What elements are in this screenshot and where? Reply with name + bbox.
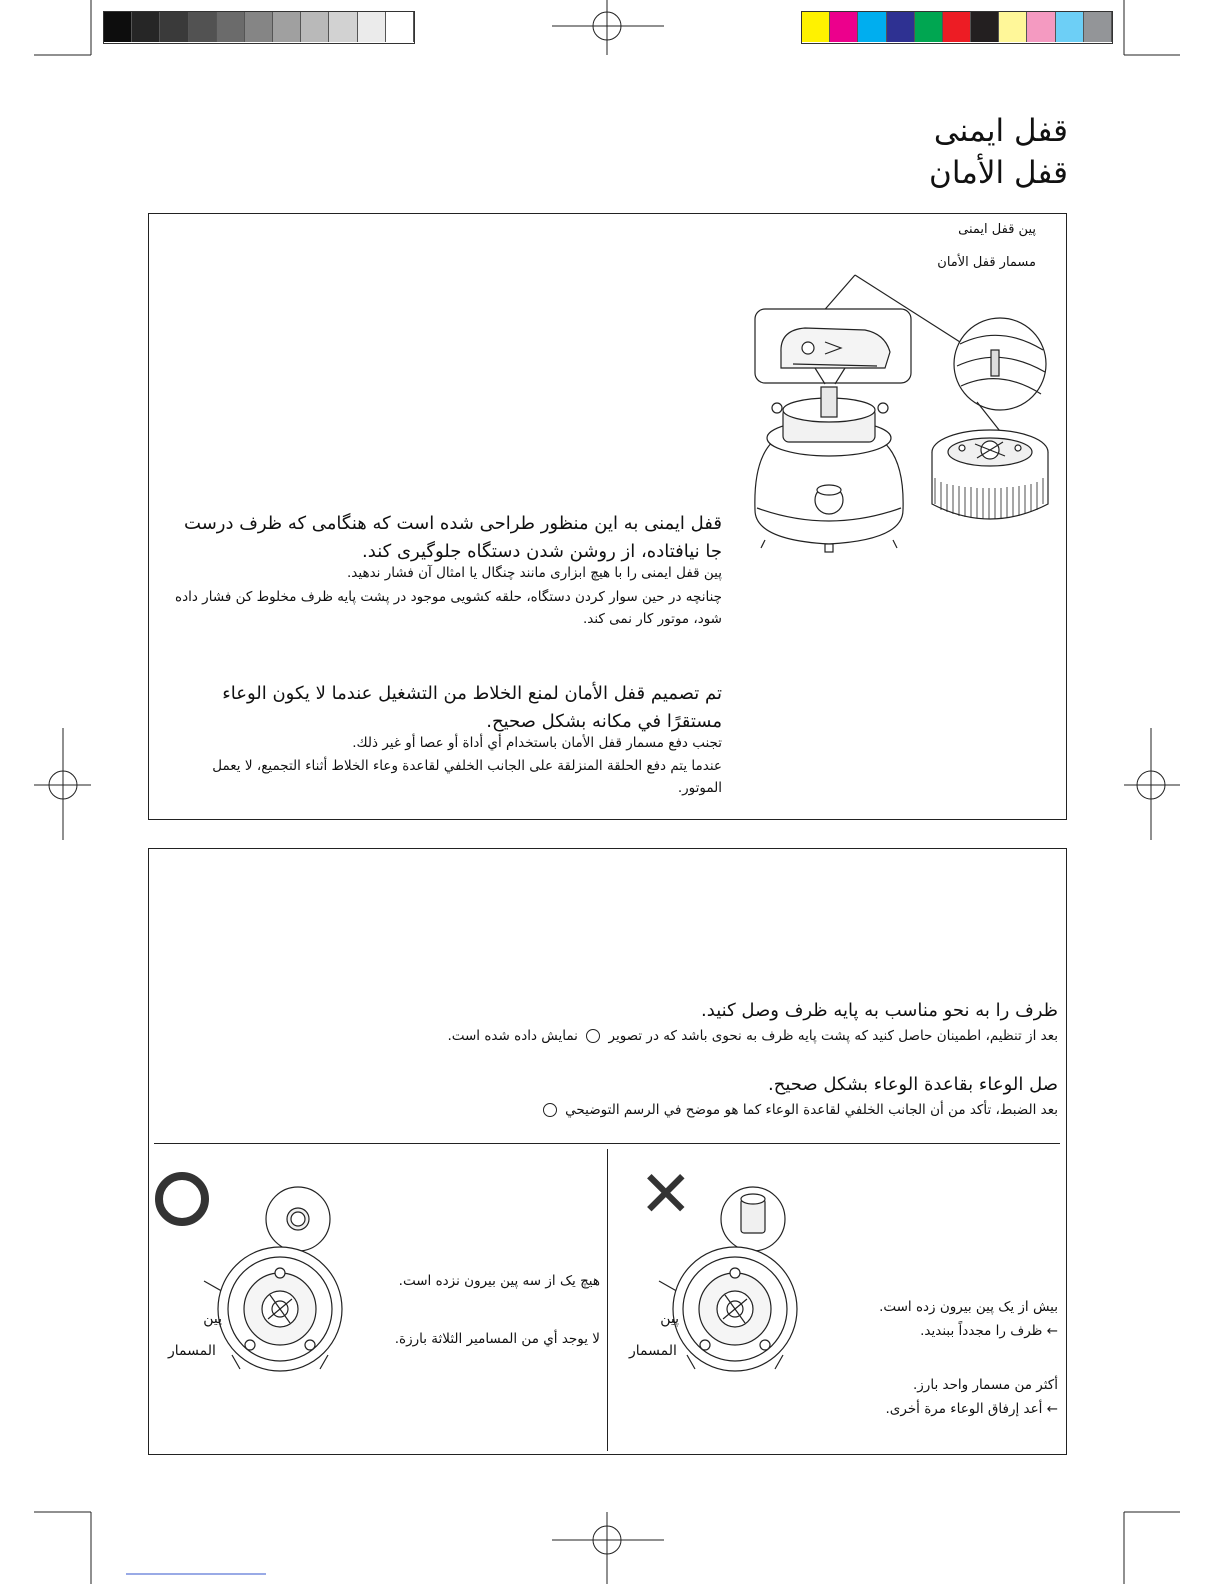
process-swatch [1027,12,1055,42]
wrong-message-persian-2: ← ظرف را مجدداً ببندید. [920,1323,1058,1339]
process-swatch [943,12,971,42]
grayscale-swatch [301,12,329,42]
attach-jar-info-box [148,848,1067,1455]
grayscale-color-bar [103,11,415,44]
pin-label-persian: پین قفل ایمنی [958,222,1036,237]
attach-jar-sub-persian-end: نمایش داده شده است. [447,1028,578,1044]
wrong-message-arabic-1: أكثر من مسمار واحد بارز. [913,1377,1058,1393]
process-swatch [802,12,830,42]
wrong-symbol: ✕ [639,1158,693,1232]
grayscale-swatch [132,12,160,42]
safety-lock-note1-arabic: تجنب دفع مسمار قفل الأمان باستخدام أي أداة أو عصا أو غير ذلك. [352,735,722,751]
safety-lock-note1-persian: پین قفل ایمنی را با هیچ ابزاری مانند چنگال یا امثال آن فشار ندهید. [347,565,722,581]
attach-jar-sub-arabic-text: بعد الضبط، تأكد من أن الجانب الخلفي لقاعدة الوعاء كما هو موضح في الرسم التوضيحي [565,1102,1058,1118]
grayscale-swatch [189,12,217,42]
grayscale-swatch [160,12,188,42]
process-swatch [887,12,915,42]
correct-example-cell [154,1149,606,1449]
blender-safety-lock-illustration [745,272,1055,572]
correct-attachment-illustration [174,1169,374,1369]
page-title-arabic: قفل الأمان [929,155,1068,191]
pin-label-persian-wrong: پین [660,1311,679,1327]
grayscale-swatch [329,12,357,42]
vertical-divider [607,1149,608,1451]
pin-label-arabic-wrong: المسمار [629,1343,677,1359]
grayscale-swatch [217,12,245,42]
correct-message-persian: هیچ یک از سه پین بیرون نزده است. [398,1273,600,1289]
attach-jar-lead-persian: ظرف را به نحو مناسب به پایه ظرف وصل کنید. [701,1000,1058,1021]
safety-lock-note2-arabic: عندما يتم دفع الحلقة المنزلقة على الجانب الخلفي لقاعدة وعاء الخلاط أثناء التجميع، لا يعمل الموتور. [212,758,722,796]
safety-lock-lead-persian: قفل ایمنی به این منظور طراحی شده است که هنگامی که ظرف درست جا نیافتاده، از روشن شدن دستگاه جلوگیری کند. [184,513,722,562]
page-title-persian: قفل ایمنی [933,113,1068,149]
wrong-message-arabic-2: ← أعد إرفاق الوعاء مرة أخرى. [885,1401,1058,1417]
process-swatch [915,12,943,42]
attach-jar-sub-persian-start: بعد از تنظیم، اطمینان حاصل کنید که پشت پایه ظرف به نحوی باشد که در تصویر [608,1028,1058,1044]
safety-lock-lead-arabic: تم تصميم قفل الأمان لمنع الخلاط من التشغيل عندما لا يكون الوعاء مستقرًا في مكانه بشكل صحيح. [222,683,722,732]
correct-circle-symbol [543,1103,557,1117]
wrong-example-cell [609,1149,1064,1449]
pin-label-persian-correct: پین [203,1311,222,1327]
grayscale-swatch [273,12,301,42]
wrong-message-persian-1: بیش از یک پین بیرون زده است. [879,1299,1058,1315]
grayscale-swatch [386,12,414,42]
attach-jar-sub-persian [178,1025,1058,1047]
process-swatch [999,12,1027,42]
process-color-bar [801,11,1113,44]
grayscale-swatch [104,12,132,42]
pin-label-arabic-correct: المسمار [168,1343,216,1359]
grayscale-swatch [358,12,386,42]
correct-circle-symbol [159,1176,205,1222]
attach-jar-lead-arabic: صل الوعاء بقاعدة الوعاء بشكل صحيح. [767,1074,1058,1095]
process-swatch [1084,12,1112,42]
safety-lock-note2-persian: چنانچه در حین سوار کردن دستگاه، حلقه کشویی موجود در پشت پایه ظرف مخلوط کن فشار داده شود، موتور کار نمی کند. [175,589,722,627]
attach-jar-sub-arabic [178,1099,1058,1121]
horizontal-divider [154,1143,1060,1144]
correct-circle-symbol [586,1029,600,1043]
correct-message-arabic: لا يوجد أي من المسامير الثلاثة بارزة. [394,1331,600,1347]
pin-label-arabic: مسمار قفل الأمان [937,255,1036,270]
safety-lock-info-box [148,213,1067,820]
process-swatch [1056,12,1084,42]
grayscale-swatch [245,12,273,42]
process-swatch [971,12,999,42]
process-swatch [830,12,858,42]
process-swatch [858,12,886,42]
